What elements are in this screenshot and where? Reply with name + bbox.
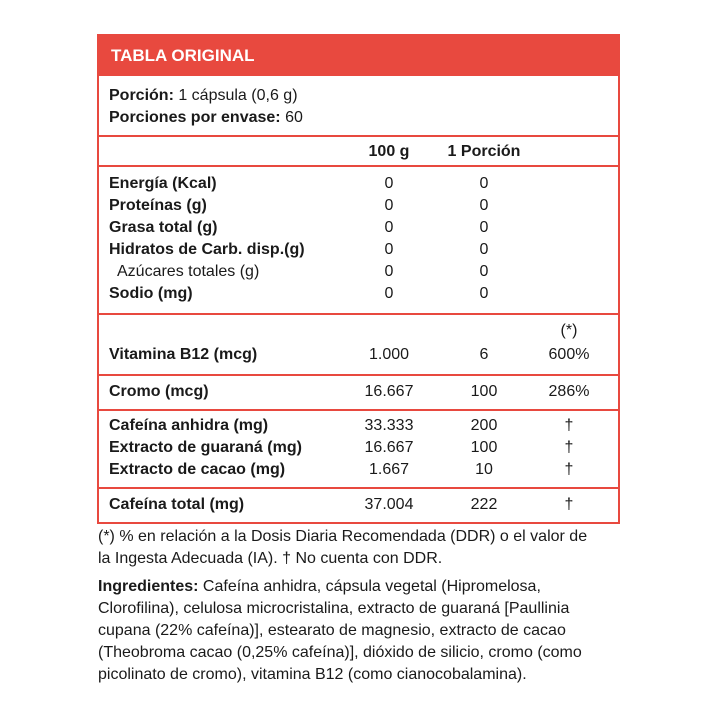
- nutrient-name: Energía (Kcal): [109, 175, 217, 192]
- portion-label: Porción:: [109, 87, 174, 104]
- divider: [99, 374, 618, 376]
- chromium-name: Cromo (mcg): [109, 383, 209, 400]
- vitamin-value-portion: 6: [479, 346, 489, 363]
- nutrition-table: [97, 34, 620, 524]
- nutrient-value-portion: 0: [479, 263, 489, 280]
- nutrient-value-portion: 0: [479, 175, 489, 192]
- footnote-line: la Ingesta Adecuada (IA). † No cuenta con DDR.: [98, 550, 443, 567]
- extract-name: Extracto de guaraná (mg): [109, 439, 302, 456]
- total-value-100g: 37.004: [364, 496, 414, 513]
- extract-value-100g: 33.333: [364, 417, 414, 434]
- ingredients: [98, 576, 628, 686]
- nutrient-name: Sodio (mg): [109, 285, 193, 302]
- footnote: [98, 526, 628, 570]
- portion-row: [109, 85, 298, 107]
- total-name: Cafeína total (mg): [109, 496, 245, 513]
- extract-percent: †: [564, 461, 574, 478]
- per-pack-row: [109, 107, 303, 129]
- vitamin-value-100g: 1.000: [368, 346, 410, 363]
- divider: [99, 487, 618, 489]
- extract-value-100g: 1.667: [368, 461, 410, 478]
- divider: [99, 313, 618, 315]
- nutrient-value-100g: 0: [384, 197, 394, 214]
- nutrient-name: Azúcares totales (g): [117, 263, 260, 280]
- nutrient-value-portion: 0: [479, 219, 489, 236]
- divider: [99, 165, 618, 167]
- nutrient-name: Proteínas (g): [109, 197, 207, 214]
- ingredients-line: Cafeína anhidra, cápsula vegetal (Hipromelosa,: [198, 578, 541, 595]
- per-pack-label: Porciones por envase:: [109, 109, 281, 126]
- extract-percent: †: [564, 417, 574, 434]
- percent-header-note: (*): [560, 322, 578, 339]
- nutrient-value-100g: 0: [384, 263, 394, 280]
- chromium-value-100g: 16.667: [364, 383, 414, 400]
- total-percent: †: [564, 496, 574, 513]
- ingredients-line: picolinato de cromo), vitamina B12 (como cianocobalamina).: [98, 666, 527, 683]
- table-header: TABLA ORIGINAL: [99, 36, 618, 76]
- nutrient-value-100g: 0: [384, 285, 394, 302]
- per-pack-value: 60: [280, 109, 303, 126]
- column-header-100g: 100 g: [368, 143, 410, 160]
- vitamin-name: Vitamina B12 (mcg): [109, 346, 258, 363]
- nutrient-value-100g: 0: [384, 241, 394, 258]
- footnote-line: (*) % en relación a la Dosis Diaria Recomendada (DDR) o el valor de: [98, 528, 588, 545]
- nutrient-name: Grasa total (g): [109, 219, 218, 236]
- total-value-portion: 222: [470, 496, 498, 513]
- column-header-portion: 1 Porción: [447, 143, 521, 160]
- divider: [99, 409, 618, 411]
- ingredients-line: (Theobroma cacao (0,25% cafeína)], dióxido de silicio, cromo (como: [98, 644, 582, 661]
- vitamin-percent: 600%: [548, 346, 590, 363]
- ingredients-label: Ingredientes:: [98, 578, 199, 595]
- extract-value-portion: 200: [470, 417, 498, 434]
- nutrient-value-100g: 0: [384, 219, 394, 236]
- nutrient-value-100g: 0: [384, 175, 394, 192]
- ingredients-line: cupana (22% cafeína)], estearato de magnesio, extracto de cacao: [98, 622, 566, 639]
- chromium-percent: 286%: [548, 383, 590, 400]
- extract-percent: †: [564, 439, 574, 456]
- nutrient-name: Hidratos de Carb. disp.(g): [109, 241, 305, 258]
- nutrient-value-portion: 0: [479, 241, 489, 258]
- extract-value-portion: 100: [470, 439, 498, 456]
- divider: [99, 135, 618, 137]
- ingredients-line: Clorofilina), celulosa microcristalina, extracto de guaraná [Paullinia: [98, 600, 570, 617]
- extract-name: Extracto de cacao (mg): [109, 461, 286, 478]
- chromium-value-portion: 100: [470, 383, 498, 400]
- extract-value-portion: 10: [475, 461, 493, 478]
- extract-value-100g: 16.667: [364, 439, 414, 456]
- extract-name: Cafeína anhidra (mg): [109, 417, 269, 434]
- nutrient-value-portion: 0: [479, 285, 489, 302]
- portion-value: 1 cápsula (0,6 g): [173, 87, 298, 104]
- nutrient-value-portion: 0: [479, 197, 489, 214]
